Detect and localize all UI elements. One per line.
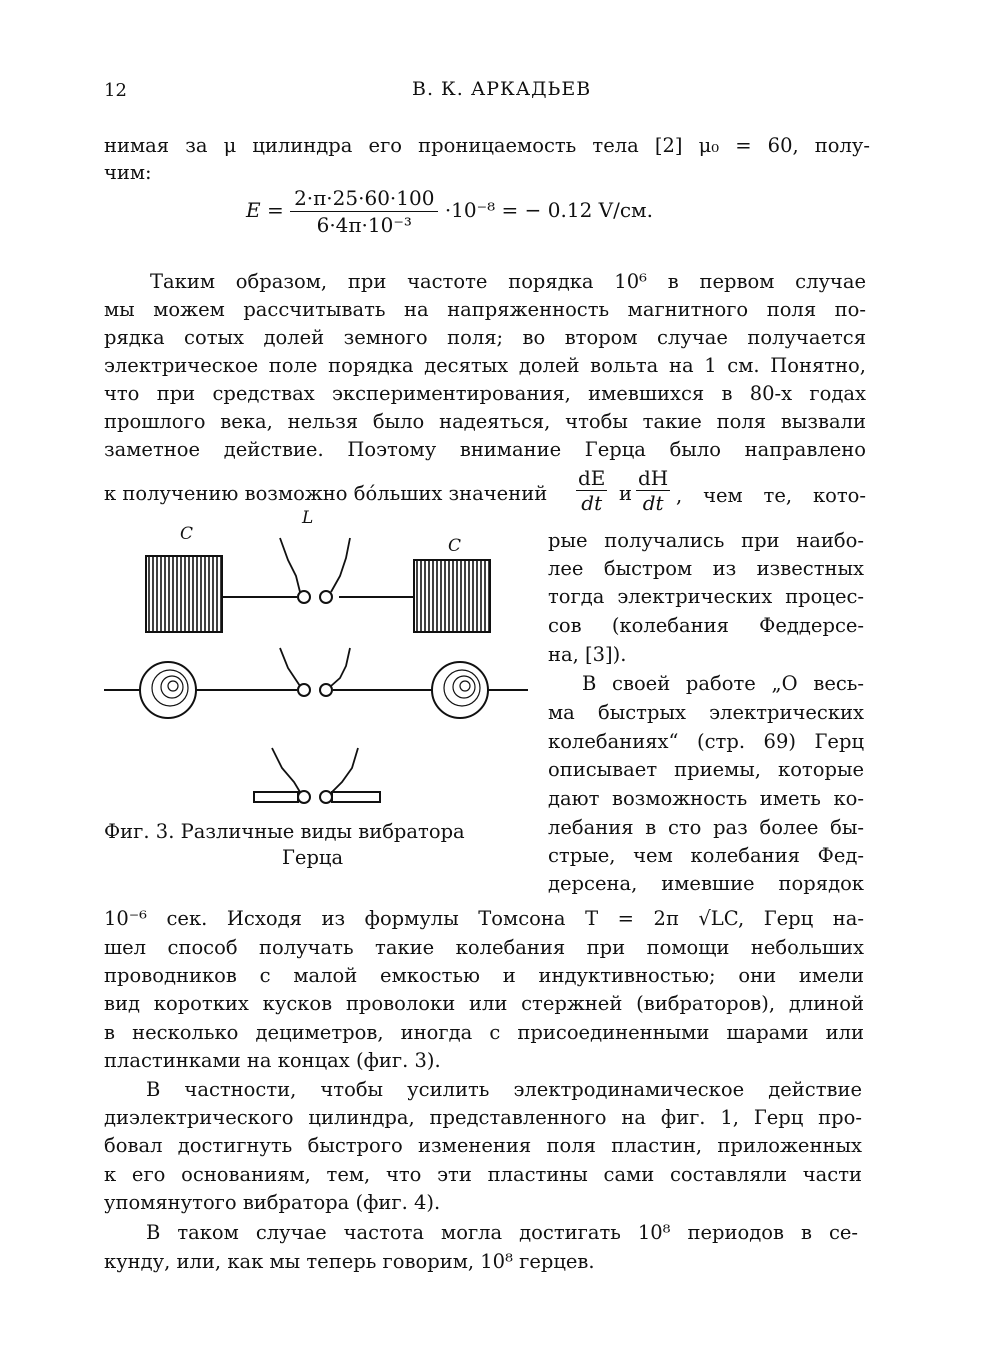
text-line: рые получались при наибо- [548, 529, 864, 552]
text-line: , чем те, кото- [676, 484, 866, 507]
vibrator-plates [146, 538, 490, 632]
text-line: лебания в сто раз более бы- [548, 816, 864, 839]
frac-denominator: dt [581, 491, 603, 515]
text-line: мы можем рассчитывать на напряженность магнитного поля по- [104, 298, 866, 321]
figure-caption-line1: Фиг. 3. Различные виды вибратора [104, 820, 465, 843]
figure-label-l: L [302, 508, 314, 528]
formula-fraction [290, 186, 438, 237]
derivative-dE-dt [576, 466, 607, 515]
page-number: 12 [104, 80, 127, 101]
text-line: к его основаниям, тем, что эти пластины сами составляли части [104, 1163, 862, 1186]
conjunction: и [619, 482, 632, 505]
text-line: вид коротких кусков проволоки или стержней (вибраторов), длиной [104, 992, 864, 1015]
text-line: на, [3]). [548, 643, 627, 666]
text-line: бовал достигнуть быстрого изменения поля пластин, приложенных [104, 1134, 862, 1157]
formula-numerator: 2·π·25·60·100 [290, 186, 438, 212]
text-line: В своей работе „О весь- [582, 672, 864, 695]
text-line: сов (колебания Феддерсе- [548, 614, 864, 637]
formula-rhs: ·10⁻⁸ = − 0.12 V/см. [444, 198, 653, 222]
vibrator-rods [254, 748, 380, 803]
text-line: В частности, чтобы усилить электродинамическое действие [146, 1078, 862, 1101]
figure-label-c-left: C [180, 524, 194, 544]
text-line: дерсена, имевшие порядок [548, 872, 864, 895]
text-line: кунду, или, как мы теперь говорим, 10⁸ герцев. [104, 1250, 595, 1273]
vibrator-spheres [104, 648, 528, 718]
text-line: что при средствах экспериментирования, имевшихся в 80-х годах [104, 382, 866, 405]
text-line: прошлого века, нельзя было надеяться, чтобы такие поля вызвали [104, 410, 866, 433]
text-line: лее быстром из известных [548, 557, 864, 580]
text-line: описывает приемы, которые [548, 758, 864, 781]
text-line: заметное действие. Поэтому внимание Герца было направлено [104, 438, 866, 461]
text-line: В таком случае частота могла достигать 10⁸ периодов в се- [146, 1221, 858, 1244]
formula-electric-field [246, 186, 653, 237]
frac-numerator: dH [638, 466, 669, 490]
text-line: пластинками на концах (фиг. 3). [104, 1049, 441, 1072]
formula-lhs: E = [246, 198, 284, 222]
figure-label-c-right: C [448, 536, 462, 556]
text-line: нимая за μ цилиндра его проницаемость тела [2] μ₀ = 60, полу- [104, 134, 870, 157]
text-line: ма быстрых электрических [548, 701, 864, 724]
derivative-dH-dt [636, 466, 670, 515]
text-line: 10⁻⁶ сек. Исходя из формулы Томсона T = 2π √LC, Герц на- [104, 907, 864, 930]
frac-numerator: dE [578, 466, 606, 490]
text-line: электрическое поле порядка десятых долей вольта на 1 см. Понятно, [104, 354, 866, 377]
text-line: Таким образом, при частоте порядка 10⁶ в первом случае [150, 270, 866, 293]
running-header-author: В. К. АРКАДЬЕВ [412, 78, 592, 100]
frac-denominator: dt [642, 491, 664, 515]
text-line: рядка сотых долей земного поля; во втором случае получается [104, 326, 866, 349]
hertz-vibrator-figure [100, 530, 530, 820]
text-line: тогда электрических процес- [548, 585, 864, 608]
text-line: стрые, чем колебания Фед- [548, 844, 864, 867]
text-line: чим: [104, 161, 152, 184]
text-line: дают возможность иметь ко- [548, 787, 864, 810]
text-line: шел способ получать такие колебания при помощи небольших [104, 936, 864, 959]
text-line: диэлектрического цилиндра, представленного на фиг. 1, Герц про- [104, 1106, 862, 1129]
text-line: в несколько дециметров, иногда с присоединенными шарами или [104, 1021, 864, 1044]
derivative-line-text: к получению возможно бо́льших значений [104, 482, 548, 505]
text-line: проводников с малой емкостью и индуктивностью; они имели [104, 964, 864, 987]
formula-denominator: 6·4π·10⁻³ [316, 213, 412, 237]
text-line: колебаниях“ (стр. 69) Герц [548, 730, 864, 753]
figure-caption-line2: Герца [282, 846, 344, 869]
text-line: упомянутого вибратора (фиг. 4). [104, 1191, 441, 1214]
